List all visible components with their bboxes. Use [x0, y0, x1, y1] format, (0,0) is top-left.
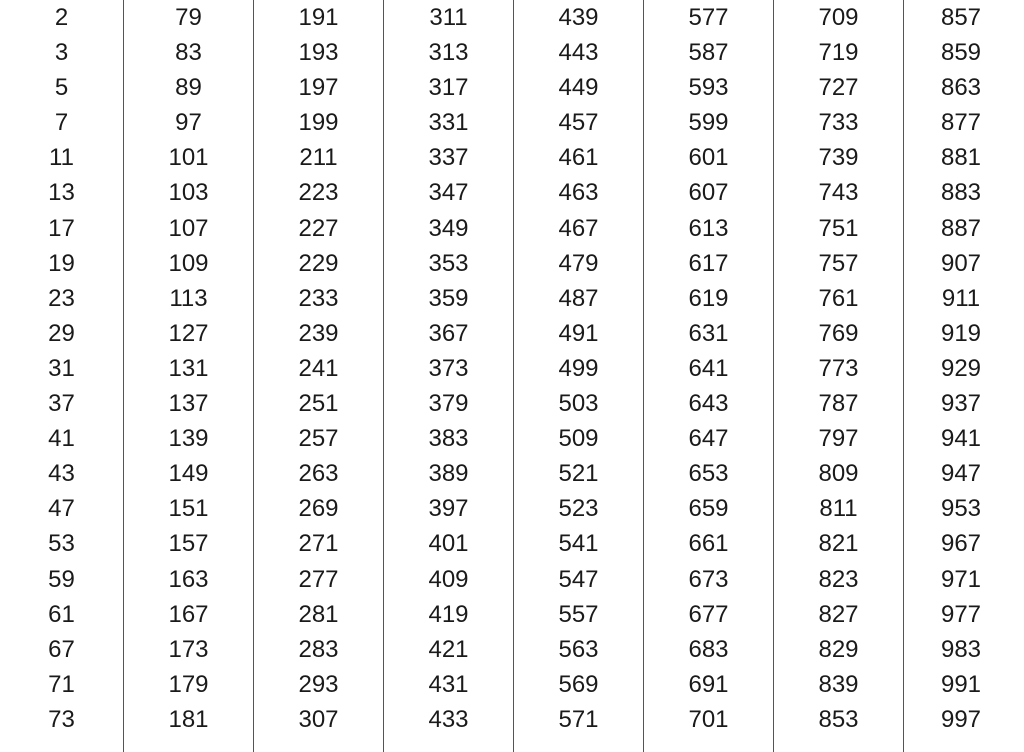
table-cell: 179 — [168, 670, 209, 698]
table-cell: 73 — [48, 705, 75, 733]
table-cell: 829 — [818, 635, 859, 663]
table-cell: 379 — [428, 390, 469, 418]
table-cell: 461 — [558, 144, 599, 172]
table-cell: 239 — [298, 319, 339, 347]
table-cell: 821 — [818, 530, 859, 558]
table-cell: 193 — [298, 39, 339, 67]
table-cell: 877 — [940, 109, 982, 137]
table-cell: 23 — [48, 284, 75, 312]
table-cell: 241 — [298, 354, 339, 382]
table-cell: 269 — [298, 495, 339, 523]
table-cell: 881 — [940, 144, 982, 172]
table-cell: 757 — [818, 249, 859, 277]
table-cell: 331 — [428, 109, 469, 137]
table-cell: 599 — [688, 109, 729, 137]
table-cell: 953 — [940, 495, 982, 523]
table-cell: 419 — [428, 600, 469, 628]
table-cell: 151 — [168, 495, 209, 523]
table-column-3 — [254, 0, 384, 752]
table-cell: 761 — [818, 284, 859, 312]
table-cell: 619 — [688, 284, 729, 312]
table-cell: 521 — [558, 460, 599, 488]
table-cell: 563 — [558, 635, 599, 663]
table-cell: 997 — [940, 705, 982, 733]
table-cell: 431 — [428, 670, 469, 698]
table-cell: 389 — [428, 460, 469, 488]
table-cell: 823 — [818, 565, 859, 593]
table-cell: 463 — [558, 179, 599, 207]
table-cell: 101 — [168, 144, 209, 172]
table-cell: 769 — [818, 319, 859, 347]
table-cell: 223 — [298, 179, 339, 207]
table-cell: 547 — [558, 565, 599, 593]
table-cell: 233 — [298, 284, 339, 312]
table-cell: 883 — [940, 179, 982, 207]
table-cell: 29 — [48, 319, 75, 347]
table-cell: 859 — [940, 39, 982, 67]
table-cell: 271 — [298, 530, 339, 558]
table-cell: 197 — [298, 74, 339, 102]
table-cell: 593 — [688, 74, 729, 102]
table-cell: 811 — [819, 495, 858, 523]
table-cell: 941 — [940, 425, 982, 453]
table-cell: 719 — [818, 39, 859, 67]
table-cell: 613 — [688, 214, 729, 242]
table-cell: 71 — [48, 670, 75, 698]
table-cell: 397 — [428, 495, 469, 523]
table-cell: 67 — [48, 635, 75, 663]
table-cell: 907 — [940, 249, 982, 277]
table-cell: 109 — [168, 249, 209, 277]
table-cell: 601 — [688, 144, 729, 172]
table-cell: 229 — [298, 249, 339, 277]
table-cell: 421 — [428, 635, 469, 663]
table-cell: 43 — [48, 460, 75, 488]
table-cell: 587 — [688, 39, 729, 67]
table-cell: 157 — [168, 530, 209, 558]
table-column-1 — [0, 0, 124, 752]
table-cell: 977 — [940, 600, 982, 628]
table-cell: 257 — [298, 425, 339, 453]
table-cell: 31 — [48, 354, 75, 382]
table-cell: 13 — [48, 179, 75, 207]
table-cell: 173 — [168, 635, 209, 663]
table-cell: 541 — [558, 530, 599, 558]
table-cell: 569 — [558, 670, 599, 698]
table-cell: 827 — [818, 600, 859, 628]
table-cell: 787 — [818, 390, 859, 418]
table-cell: 439 — [558, 4, 599, 31]
table-cell: 37 — [48, 390, 75, 418]
table-cell: 919 — [940, 319, 982, 347]
table-cell: 347 — [428, 179, 469, 207]
table-cell: 97 — [175, 109, 202, 137]
table-cell: 967 — [940, 530, 982, 558]
table-cell: 691 — [688, 670, 729, 698]
table-cell: 41 — [48, 425, 75, 453]
table-cell: 643 — [688, 390, 729, 418]
table-cell: 59 — [48, 565, 75, 593]
table-cell: 359 — [428, 284, 469, 312]
table-cell: 457 — [558, 109, 599, 137]
table-cell: 163 — [168, 565, 209, 593]
table-cell: 433 — [428, 705, 469, 733]
table-cell: 127 — [168, 319, 209, 347]
table-cell: 409 — [428, 565, 469, 593]
table-cell: 491 — [558, 319, 599, 347]
table-cell: 991 — [940, 670, 982, 698]
table-cell: 797 — [818, 425, 859, 453]
table-cell: 383 — [428, 425, 469, 453]
table-cell: 181 — [168, 705, 209, 733]
table-cell: 227 — [298, 214, 339, 242]
table-column-4 — [384, 0, 514, 752]
table-cell: 61 — [48, 600, 75, 628]
table-cell: 191 — [298, 4, 339, 31]
table-cell: 557 — [558, 600, 599, 628]
table-cell: 19 — [48, 249, 75, 277]
table-cell: 929 — [940, 354, 982, 382]
table-cell: 443 — [558, 39, 599, 67]
table-cell: 5 — [54, 74, 69, 102]
table-cell: 293 — [298, 670, 339, 698]
table-cell: 487 — [558, 284, 599, 312]
table-cell: 479 — [558, 249, 599, 277]
table-cell: 149 — [168, 460, 209, 488]
table-column-5 — [514, 0, 644, 752]
table-column-6 — [644, 0, 774, 752]
table-cell: 281 — [298, 600, 339, 628]
table-cell: 727 — [818, 74, 859, 102]
table-cell: 647 — [688, 425, 729, 453]
table-cell: 131 — [168, 354, 209, 382]
table-cell: 937 — [940, 390, 982, 418]
table-cell: 523 — [558, 495, 599, 523]
table-cell: 53 — [48, 530, 75, 558]
table-column-7 — [774, 0, 904, 752]
table-cell: 79 — [175, 4, 202, 31]
table-cell: 283 — [298, 635, 339, 663]
table-cell: 313 — [428, 39, 469, 67]
table-cell: 887 — [940, 214, 982, 242]
table-cell: 3 — [54, 39, 69, 67]
table-cell: 709 — [818, 4, 859, 31]
table-cell: 503 — [558, 390, 599, 418]
table-cell: 449 — [558, 74, 599, 102]
table-cell: 839 — [818, 670, 859, 698]
table-cell: 307 — [298, 705, 339, 733]
table-cell: 47 — [48, 495, 75, 523]
table-cell: 607 — [688, 179, 729, 207]
table-cell: 733 — [818, 109, 859, 137]
table-cell: 683 — [688, 635, 729, 663]
table-cell: 107 — [168, 214, 209, 242]
table-cell: 751 — [818, 214, 859, 242]
table-cell: 947 — [940, 460, 982, 488]
table-cell: 499 — [558, 354, 599, 382]
table-cell: 167 — [168, 600, 209, 628]
table-cell: 89 — [175, 74, 202, 102]
table-cell: 103 — [168, 179, 209, 207]
table-cell: 311 — [429, 4, 468, 31]
table-cell: 113 — [169, 284, 208, 312]
table-cell: 743 — [818, 179, 859, 207]
table-column-8 — [904, 0, 1018, 752]
table-cell: 11 — [49, 144, 74, 172]
table-cell: 467 — [558, 214, 599, 242]
table-cell: 277 — [298, 565, 339, 593]
table-cell: 673 — [688, 565, 729, 593]
table-cell: 317 — [428, 74, 469, 102]
table-cell: 577 — [688, 4, 729, 31]
table-cell: 373 — [428, 354, 469, 382]
table-cell: 199 — [298, 109, 339, 137]
table-cell: 349 — [428, 214, 469, 242]
table-cell: 139 — [168, 425, 209, 453]
table-cell: 677 — [688, 600, 729, 628]
table-cell: 739 — [818, 144, 859, 172]
table-cell: 17 — [48, 214, 75, 242]
table-column-2 — [124, 0, 254, 752]
table-cell: 137 — [168, 390, 209, 418]
table-cell: 617 — [688, 249, 729, 277]
table-cell: 2 — [54, 4, 69, 31]
table-cell: 661 — [688, 530, 729, 558]
table-cell: 7 — [54, 109, 69, 137]
table-cell: 401 — [428, 530, 469, 558]
table-cell: 83 — [175, 39, 202, 67]
table-cell: 631 — [688, 319, 729, 347]
table-cell: 337 — [428, 144, 469, 172]
table-cell: 983 — [940, 635, 982, 663]
table-cell: 353 — [428, 249, 469, 277]
table-cell: 211 — [299, 144, 338, 172]
table-cell: 971 — [940, 565, 982, 593]
table-cell: 773 — [818, 354, 859, 382]
table-cell: 809 — [818, 460, 859, 488]
table-cell: 659 — [688, 495, 729, 523]
table-cell: 571 — [558, 705, 599, 733]
table-cell: 641 — [688, 354, 729, 382]
table-cell: 863 — [940, 74, 982, 102]
table-cell: 701 — [688, 705, 729, 733]
table-cell: 911 — [941, 284, 981, 312]
table-cell: 653 — [688, 460, 729, 488]
table-cell: 509 — [558, 425, 599, 453]
table-cell: 857 — [940, 4, 982, 31]
table-cell: 853 — [818, 705, 859, 733]
table-cell: 263 — [298, 460, 339, 488]
table-cell: 367 — [428, 319, 469, 347]
table-cell: 251 — [298, 390, 339, 418]
